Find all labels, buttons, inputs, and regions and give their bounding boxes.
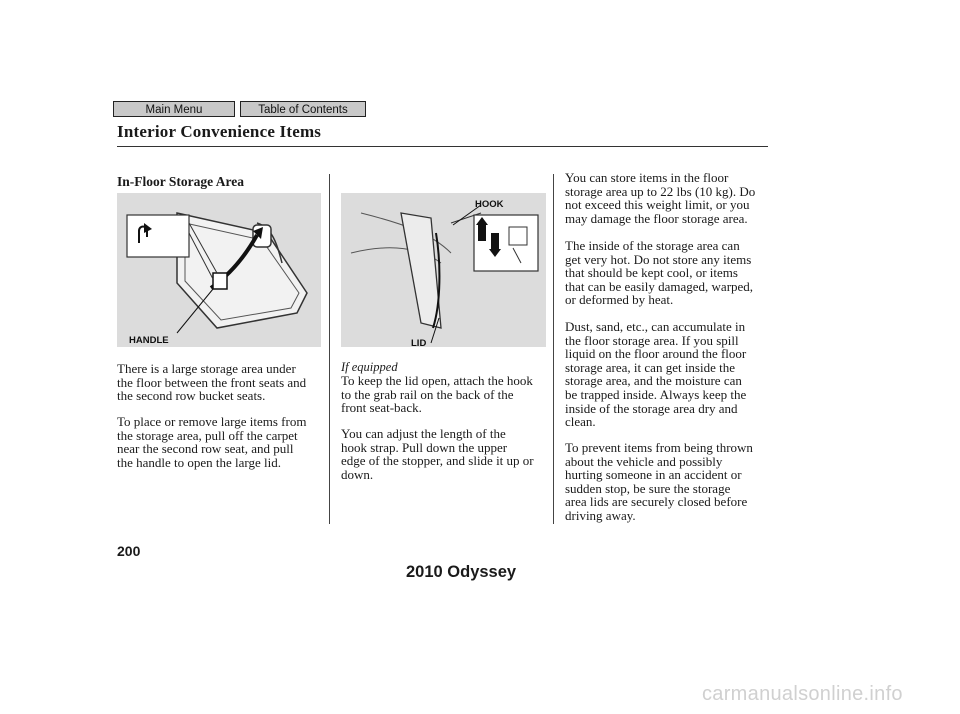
table-of-contents-button[interactable]: Table of Contents (240, 101, 366, 117)
right-paragraph-1: You can store items in the floor storage area up to 22 lbs (10 kg). Do not exceed this weight limit, or you may damage the floor storage area. (565, 170, 756, 226)
storage-handle-drawing (117, 193, 321, 347)
watermark: carmanualsonline.info (702, 683, 903, 705)
left-paragraph-1: There is a large storage area under the floor between the front seats and the second row bucket seats. (117, 361, 307, 404)
right-paragraph-3: Dust, sand, etc., can accumulate in the floor storage area. If you spill liquid on the floor around the floor storage area, it can get inside the storage area, and the moisture can be trapped inside. Always keep the inside of the storage area dry and clean. (565, 319, 747, 430)
page-title: Interior Convenience Items (117, 122, 322, 141)
page-number: 200 (117, 543, 141, 559)
hook-lid-illustration (341, 193, 546, 347)
column-divider-left (329, 174, 330, 524)
hook-label: HOOK (475, 199, 504, 210)
model-name: 2010 Odyssey (406, 563, 517, 581)
section-heading: In-Floor Storage Area (117, 174, 244, 189)
handle-label: HANDLE (129, 335, 169, 346)
right-paragraph-4: To prevent items from being thrown about the vehicle and possibly hurting someone in an accident or sudden stop, be sure the storage area lids are securely closed before driving away. (565, 440, 753, 523)
left-paragraph-2: To place or remove large items from the storage area, pull off the carpet near the second row seat, and pull the handle to open the large lid. (117, 414, 307, 470)
lid-label: LID (411, 338, 427, 349)
main-menu-button[interactable]: Main Menu (113, 101, 235, 117)
if-equipped-caption: If equipped (341, 360, 398, 374)
center-paragraph-2: You can adjust the length of the hook strap. Pull down the upper edge of the stopper, and slide it up or down. (341, 426, 534, 482)
column-divider-right (553, 174, 554, 524)
hook-lid-drawing (341, 193, 546, 347)
center-paragraph-1: To keep the lid open, attach the hook to the grab rail on the back of the front seat-back. (341, 373, 533, 416)
title-divider (117, 146, 768, 147)
handle-illustration (117, 193, 321, 347)
right-paragraph-2: The inside of the storage area can get very hot. Do not store any items that should be kept cool, or items that can be easily damaged, warped, or deformed by heat. (565, 238, 754, 308)
